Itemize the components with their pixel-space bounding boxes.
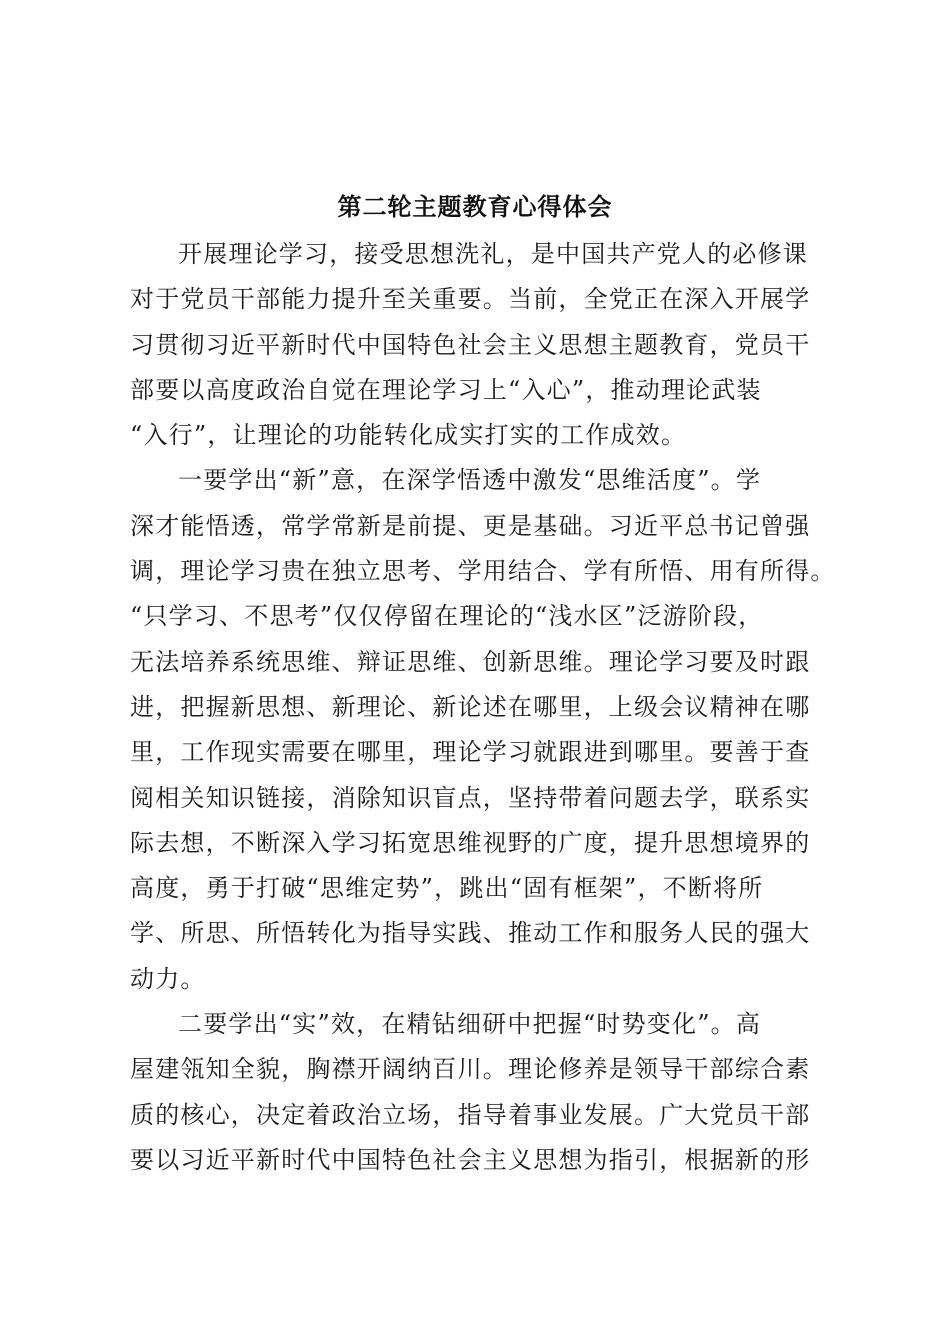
text-line: 进，把握新思想、新理论、新论述在哪里，上级会议精神在哪: [130, 692, 811, 721]
text-line: 屋建瓴知全貌，胸襟开阔纳百川。理论修养是领导干部综合素: [130, 1055, 811, 1084]
text-line: 调，理论学习贵在独立思考、学用结合、学有所悟、用有所得。: [130, 557, 836, 586]
text-line: “入行”，让理论的功能转化成实打实的工作成效。: [130, 421, 687, 450]
text-line: 部要以高度政治自觉在理论学习上“入心”，推动理论武装: [130, 375, 762, 404]
text-line: 习贯彻习近平新时代中国特色社会主义思想主题教育，党员干: [130, 330, 811, 359]
text-line: 质的核心，决定着政治立场，指导着事业发展。广大党员干部: [130, 1100, 811, 1129]
paragraph-1: [130, 232, 830, 458]
text-line: 阅相关知识链接，消除知识盲点，坚持带着问题去学，联系实: [130, 783, 811, 812]
text-line: 要以习近平新时代中国特色社会主义思想为指引，根据新的形: [130, 1145, 811, 1174]
paragraph-2: [130, 458, 836, 1002]
text-line: 际去想，不断深入学习拓宽思维视野的广度，提升思想境界的: [130, 828, 811, 857]
text-line: 无法培养系统思维、辩证思维、创新思维。理论学习要及时跟: [130, 647, 811, 676]
text-line: 里，工作现实需要在哪里，理论学习就跟进到哪里。要善于查: [130, 738, 811, 767]
text-line: 深才能悟透，常学常新是前提、更是基础。习近平总书记曾强: [130, 511, 811, 540]
text-line: 开展理论学习，接受思想洗礼，是中国共产党人的必修课: [178, 240, 808, 268]
document-title: 第二轮主题教育心得体会: [337, 193, 613, 221]
text-line: 高度，勇于打破“思维定势”，跳出“固有框架”，不断将所: [130, 874, 764, 903]
text-line: 一要学出“新”意，在深学悟透中激发“思维活度”。学: [178, 466, 762, 495]
text-line: 二要学出“实”效，在精钻细研中把握“时势变化”。高: [178, 1010, 762, 1039]
text-line: 学、所思、所悟转化为指导实践、推动工作和服务人民的强大: [130, 919, 811, 948]
paragraph-3: [130, 1002, 830, 1183]
text-line: 对于党员干部能力提升至关重要。当前，全党正在深入开展学: [130, 285, 811, 314]
text-line: 动力。: [130, 964, 206, 993]
text-line: “只学习、不思考”仅仅停留在理论的“浅水区”泛游阶段，: [130, 602, 764, 631]
document-body: [130, 232, 836, 1183]
